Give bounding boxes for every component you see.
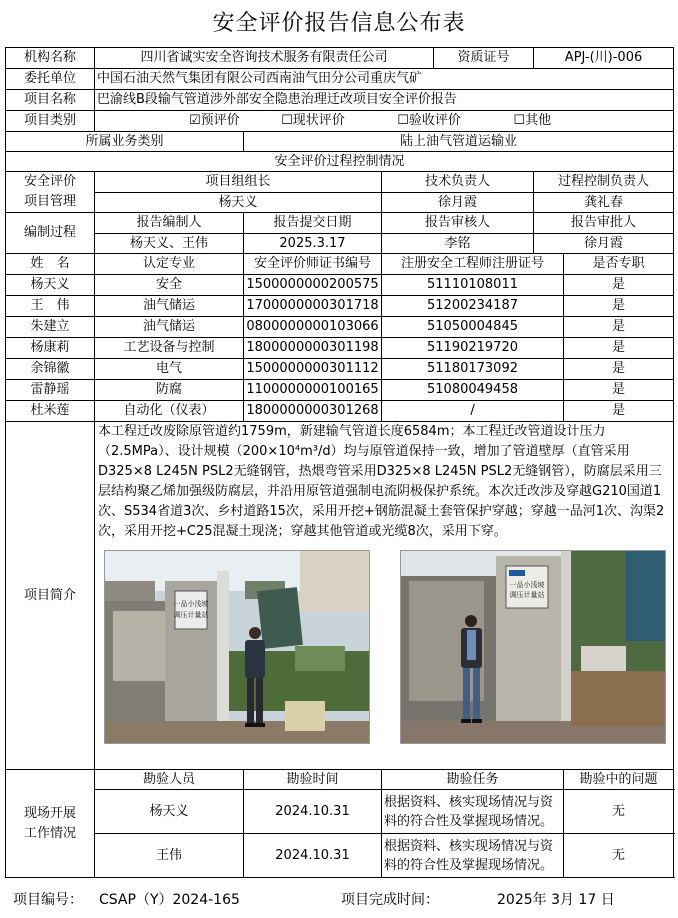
info-table bbox=[5, 47, 674, 878]
process-lead-value: 龚礼春 bbox=[534, 193, 674, 213]
project-no-value: CSAP（Y）2024-165 bbox=[99, 892, 240, 908]
management-label-line1: 安全评价 bbox=[23, 174, 76, 189]
site-photo-1-image bbox=[105, 551, 369, 743]
staff-major-header: 认定专业 bbox=[95, 254, 244, 275]
inspector-header: 勘验人员 bbox=[95, 770, 244, 790]
site-photo-2 bbox=[400, 550, 666, 744]
sign-1-line1: 一品小浅坡 bbox=[173, 600, 209, 608]
submit-date-header: 报告提交日期 bbox=[244, 213, 382, 234]
staff-header-row bbox=[6, 254, 674, 275]
site-photo-2-image bbox=[401, 551, 665, 743]
staff-reg: 51050004845 bbox=[382, 317, 564, 338]
site-row bbox=[6, 790, 674, 834]
site-row bbox=[6, 834, 674, 878]
org-label: 机构名称 bbox=[6, 48, 95, 69]
cert-value: APJ-(川)-006 bbox=[534, 48, 674, 69]
site-photo-1 bbox=[104, 550, 370, 744]
staff-major: 安全 bbox=[95, 275, 244, 296]
site-label-line2: 工作情况 bbox=[23, 825, 76, 841]
staff-name: 杨天义 bbox=[6, 275, 95, 296]
staff-cert: 1700000000301718 bbox=[244, 296, 382, 317]
site-label-line1: 现场开展 bbox=[23, 805, 76, 821]
staff-reg: 51190219720 bbox=[382, 338, 564, 359]
staff-fulltime: 是 bbox=[564, 380, 674, 401]
tech-lead-value: 徐月霞 bbox=[382, 193, 534, 213]
staff-row bbox=[6, 296, 674, 317]
staff-cert: 1800000000301198 bbox=[244, 338, 382, 359]
staff-major: 油气储运 bbox=[95, 296, 244, 317]
staff-major: 油气储运 bbox=[95, 317, 244, 338]
staff-cert: 0800000000103066 bbox=[244, 317, 382, 338]
management-header-row bbox=[6, 172, 674, 193]
project-name-row bbox=[6, 90, 674, 111]
inspect-time-header: 勘验时间 bbox=[244, 770, 382, 790]
staff-row bbox=[6, 275, 674, 296]
process-title-row bbox=[6, 152, 674, 172]
sign-2-line1: 一品小浅坡 bbox=[509, 581, 545, 589]
inspector: 杨天义 bbox=[95, 790, 244, 834]
staff-major: 工艺设备与控制 bbox=[95, 338, 244, 359]
project-type-row bbox=[6, 111, 674, 132]
org-row bbox=[6, 48, 674, 69]
staff-name: 杨康莉 bbox=[6, 338, 95, 359]
site-photos bbox=[104, 550, 666, 744]
staff-reg-header: 注册安全工程师注册证号 bbox=[382, 254, 564, 275]
staff-major: 防腐 bbox=[95, 380, 244, 401]
staff-name: 雷静瑶 bbox=[6, 380, 95, 401]
staff-cert-header: 安全评价师证书编号 bbox=[244, 254, 382, 275]
client-label: 委托单位 bbox=[6, 69, 95, 90]
staff-reg: / bbox=[382, 401, 564, 422]
inspect-task: 根据资料、核实现场情况与资料的符合性及掌握现场情况。 bbox=[382, 834, 564, 878]
compiler-value: 杨天义、王伟 bbox=[95, 234, 244, 254]
inspect-time: 2024.10.31 bbox=[244, 834, 382, 878]
project-name-value: 巴渝线B段输气管道涉外部安全隐患治理迁改项目安全评价报告 bbox=[95, 90, 674, 111]
staff-fulltime: 是 bbox=[564, 317, 674, 338]
staff-fulltime-header: 是否专职 bbox=[564, 254, 674, 275]
business-label: 所属业务类别 bbox=[6, 132, 244, 152]
staff-fulltime: 是 bbox=[564, 338, 674, 359]
staff-cert: 1500000000301112 bbox=[244, 359, 382, 380]
staff-cert: 1500000000200575 bbox=[244, 275, 382, 296]
intro-label: 项目简介 bbox=[6, 422, 95, 770]
inspect-task-header: 勘验任务 bbox=[382, 770, 564, 790]
staff-row bbox=[6, 338, 674, 359]
reviewer-value: 李铭 bbox=[382, 234, 534, 254]
staff-reg: 51110108011 bbox=[382, 275, 564, 296]
staff-reg: 51200234187 bbox=[382, 296, 564, 317]
inspect-time: 2024.10.31 bbox=[244, 790, 382, 834]
staff-fulltime: 是 bbox=[564, 296, 674, 317]
process-title: 安全评价过程控制情况 bbox=[6, 152, 674, 172]
staff-row bbox=[6, 317, 674, 338]
compile-label: 编制过程 bbox=[6, 213, 95, 254]
project-type-label: 项目类别 bbox=[6, 111, 95, 132]
inspect-issue: 无 bbox=[564, 834, 674, 878]
staff-row bbox=[6, 401, 674, 422]
site-header-row bbox=[6, 770, 674, 790]
business-value: 陆上油气管道运输业 bbox=[244, 132, 674, 152]
org-value: 四川省诚实安全咨询技术服务有限责任公司 bbox=[95, 48, 434, 69]
inspect-task: 根据资料、核实现场情况与资料的符合性及掌握现场情况。 bbox=[382, 790, 564, 834]
option-status-evaluation[interactable]: ☐现状评价 bbox=[281, 113, 345, 128]
client-row bbox=[6, 69, 674, 90]
approver-header: 报告审批人 bbox=[534, 213, 674, 234]
process-lead-header: 过程控制负责人 bbox=[534, 172, 674, 193]
intro-text: 本工程迁改废除原管道约1759m，新建输气管道长度6584m；本工程迁改管道设计压力（2.5MPa）、设计规模（200×10⁴m³/d）均与原管道保持一致，增加了管道壁厚（直管采用D325×8 L245N PSL2无缝钢管，热煨弯管采用D325×8 L245N PSL2无缝钢管），防腐层采用三层结构聚乙烯加强级防腐层，并沿用原管道强制电流阴极保护系统。本次迁改涉及穿越G210国道1次、S534省道3次、乡村道路15次，采用开挖+钢筋混凝土套管保护穿越；穿越一品河1次、沟渠2次，采用开挖+C25混凝土现浇；穿越其他管道或光缆8次，采用下穿。 bbox=[98, 424, 665, 539]
staff-major: 自动化（仪表） bbox=[95, 401, 244, 422]
intro-row bbox=[6, 422, 674, 770]
compile-value-row bbox=[6, 234, 674, 254]
sign-2-line2: 调压计量站 bbox=[509, 591, 545, 599]
management-label bbox=[6, 172, 95, 213]
management-label-line2: 项目管理 bbox=[23, 194, 76, 209]
staff-name: 朱建立 bbox=[6, 317, 95, 338]
staff-fulltime: 是 bbox=[564, 275, 674, 296]
leader-header: 项目组组长 bbox=[95, 172, 382, 193]
project-name-label: 项目名称 bbox=[6, 90, 95, 111]
management-value-row bbox=[6, 193, 674, 213]
staff-cert: 1100000000100165 bbox=[244, 380, 382, 401]
staff-fulltime: 是 bbox=[564, 401, 674, 422]
staff-fulltime: 是 bbox=[564, 359, 674, 380]
staff-name: 余锦徽 bbox=[6, 359, 95, 380]
page-title: 安全评价报告信息公布表 bbox=[212, 11, 466, 36]
inspector: 王伟 bbox=[95, 834, 244, 878]
approver-value: 徐月霞 bbox=[534, 234, 674, 254]
business-row bbox=[6, 132, 674, 152]
option-other[interactable]: ☐其他 bbox=[513, 113, 552, 128]
sign-1-line2: 调压计量站 bbox=[173, 611, 209, 619]
staff-row bbox=[6, 359, 674, 380]
inspect-issue-header: 勘验中的问题 bbox=[564, 770, 674, 790]
site-label bbox=[6, 770, 95, 878]
project-type-options bbox=[95, 111, 674, 132]
staff-cert: 1800000000301268 bbox=[244, 401, 382, 422]
completion-value: 2025年 3月 17 日 bbox=[497, 892, 615, 908]
project-no-label: 项目编号： bbox=[13, 892, 83, 908]
staff-reg: 51080049458 bbox=[382, 380, 564, 401]
staff-name-header: 姓 名 bbox=[6, 254, 95, 275]
tech-lead-header: 技术负责人 bbox=[382, 172, 534, 193]
completion-label: 项目完成时间： bbox=[341, 892, 439, 908]
compile-header-row bbox=[6, 213, 674, 234]
staff-name: 杜米莲 bbox=[6, 401, 95, 422]
leader-value: 杨天义 bbox=[95, 193, 382, 213]
client-value: 中国石油天然气集团有限公司西南油气田分公司重庆气矿 bbox=[95, 69, 674, 90]
staff-reg: 51180173092 bbox=[382, 359, 564, 380]
cert-label: 资质证号 bbox=[434, 48, 534, 69]
staff-row bbox=[6, 380, 674, 401]
staff-major: 电气 bbox=[95, 359, 244, 380]
reviewer-header: 报告审核人 bbox=[382, 213, 534, 234]
compiler-header: 报告编制人 bbox=[95, 213, 244, 234]
submit-date-value: 2025.3.17 bbox=[244, 234, 382, 254]
option-pre-evaluation[interactable]: ☑预评价 bbox=[189, 113, 240, 128]
staff-name: 王 伟 bbox=[6, 296, 95, 317]
intro-cell bbox=[95, 422, 674, 770]
inspect-issue: 无 bbox=[564, 790, 674, 834]
option-acceptance-evaluation[interactable]: ☐验收评价 bbox=[397, 113, 461, 128]
